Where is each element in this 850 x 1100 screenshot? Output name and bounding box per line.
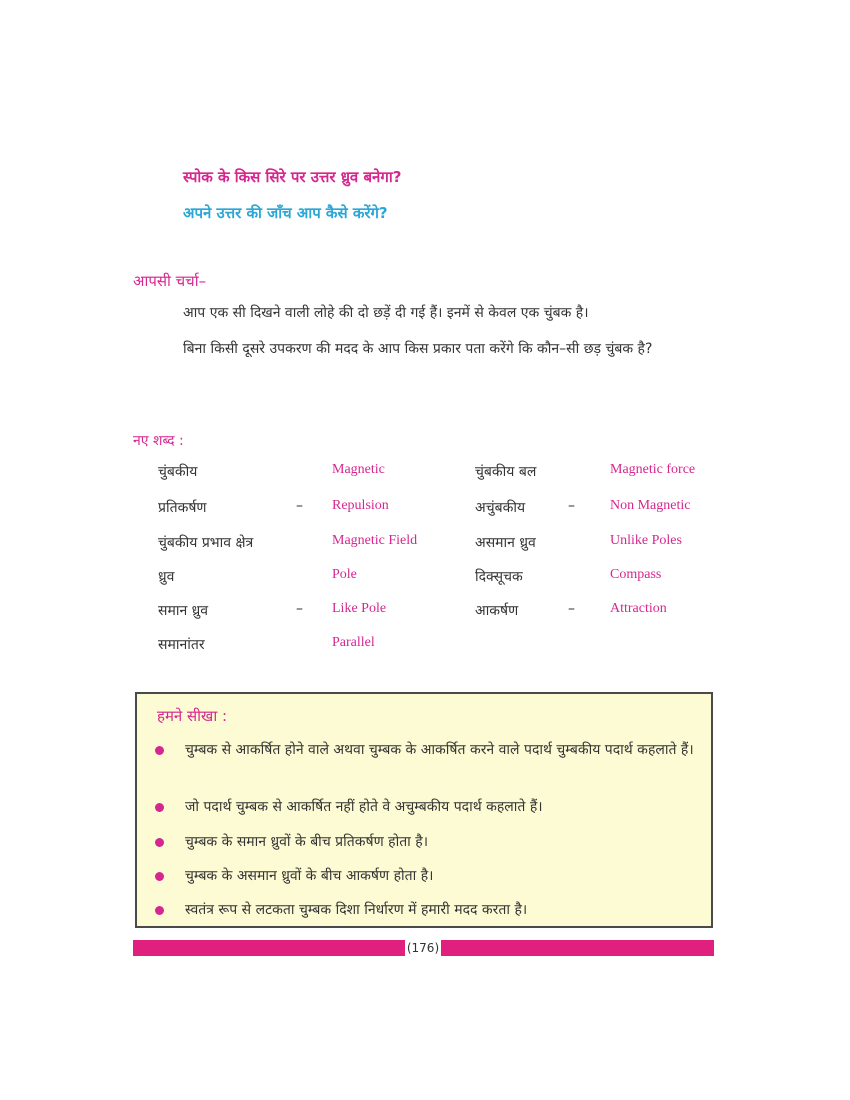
vocab-dash: – [296, 498, 303, 514]
vocab-english: Magnetic Field [332, 533, 418, 548]
learned-item [155, 830, 695, 855]
vocabulary-table [150, 462, 720, 662]
vocab-row [150, 567, 720, 587]
learned-item-text: चुम्बक से आकर्षित होने वाले अथवा चुम्बक के आकर्षित करने वाले पदार्थ चुम्बकीय पदार्थ कहलाते हैं। [185, 742, 694, 758]
footer-bar-right [441, 940, 714, 956]
vocab-row [150, 601, 720, 621]
vocab-hindi: आकर्षण [475, 603, 519, 619]
learned-item-text: चुम्बक के असमान ध्रुवों के बीच आकर्षण होता है। [185, 868, 434, 884]
learned-item-text: चुम्बक के समान ध्रुवों के बीच प्रतिकर्षण होता है। [185, 834, 428, 850]
discussion-paragraph-2: बिना किसी दूसरे उपकरण की मदद के आप किस प्रकार पता करेंगे कि कौन–सी छड़ चुंबक है? [183, 341, 653, 357]
question-north-pole: स्पोक के किस सिरे पर उत्तर ध्रुव बनेगा? [183, 168, 402, 186]
bullet-icon [155, 838, 164, 847]
vocab-hindi: चुंबकीय बल [475, 464, 537, 480]
what-we-learned-box [135, 692, 713, 928]
learned-item-text: जो पदार्थ चुम्बक से आकर्षित नहीं होते वे अचुम्बकीय पदार्थ कहलाते हैं। [185, 799, 543, 815]
vocab-english: Magnetic force [610, 462, 696, 477]
vocab-hindi: प्रतिकर्षण [158, 500, 207, 516]
bullet-icon [155, 803, 164, 812]
learned-title: हमने सीखा : [157, 707, 228, 725]
vocab-english: Compass [610, 567, 662, 582]
learned-item-text: स्वतंत्र रूप से लटकता चुम्बक दिशा निर्धारण में हमारी मदद करता है। [185, 902, 528, 918]
learned-item [155, 795, 695, 820]
vocab-hindi: ध्रुव [158, 569, 175, 585]
footer-bar-left [133, 940, 405, 956]
discussion-heading: आपसी चर्चा– [133, 272, 207, 290]
vocab-english: Like Pole [332, 601, 387, 616]
vocab-english: Magnetic [332, 462, 385, 477]
vocab-hindi: समानांतर [158, 637, 205, 653]
vocab-row [150, 533, 720, 553]
learned-item [155, 898, 695, 923]
bullet-icon [155, 746, 164, 755]
vocab-hindi: अचुंबकीय [475, 500, 526, 516]
question-check-answer: अपने उत्तर की जाँच आप कैसे करेंगे? [183, 204, 388, 222]
vocab-dash: – [568, 601, 575, 617]
new-words-heading: नए शब्द : [133, 433, 184, 449]
vocab-english: Repulsion [332, 498, 389, 513]
bullet-icon [155, 906, 164, 915]
learned-item [155, 864, 695, 889]
vocab-row [150, 462, 720, 482]
vocab-row [150, 498, 720, 518]
vocab-row [150, 635, 720, 655]
vocab-english: Non Magnetic [610, 498, 691, 513]
vocab-hindi: चुंबकीय [158, 464, 198, 480]
page-number: (176) [405, 938, 441, 958]
vocab-dash: – [296, 601, 303, 617]
learned-item [155, 738, 695, 788]
discussion-paragraph-1: आप एक सी दिखने वाली लोहे की दो छड़ें दी गई हैं। इनमें से केवल एक चुंबक है। [183, 305, 589, 321]
vocab-english: Pole [332, 567, 357, 582]
vocab-hindi: दिक्सूचक [475, 569, 523, 585]
vocab-dash: – [568, 498, 575, 514]
vocab-english: Unlike Poles [610, 533, 682, 548]
vocab-hindi: समान ध्रुव [158, 603, 209, 619]
vocab-hindi: असमान ध्रुव [475, 535, 536, 551]
vocab-english: Attraction [610, 601, 667, 616]
bullet-icon [155, 872, 164, 881]
vocab-hindi: चुंबकीय प्रभाव क्षेत्र [158, 535, 254, 551]
vocab-english: Parallel [332, 635, 375, 650]
